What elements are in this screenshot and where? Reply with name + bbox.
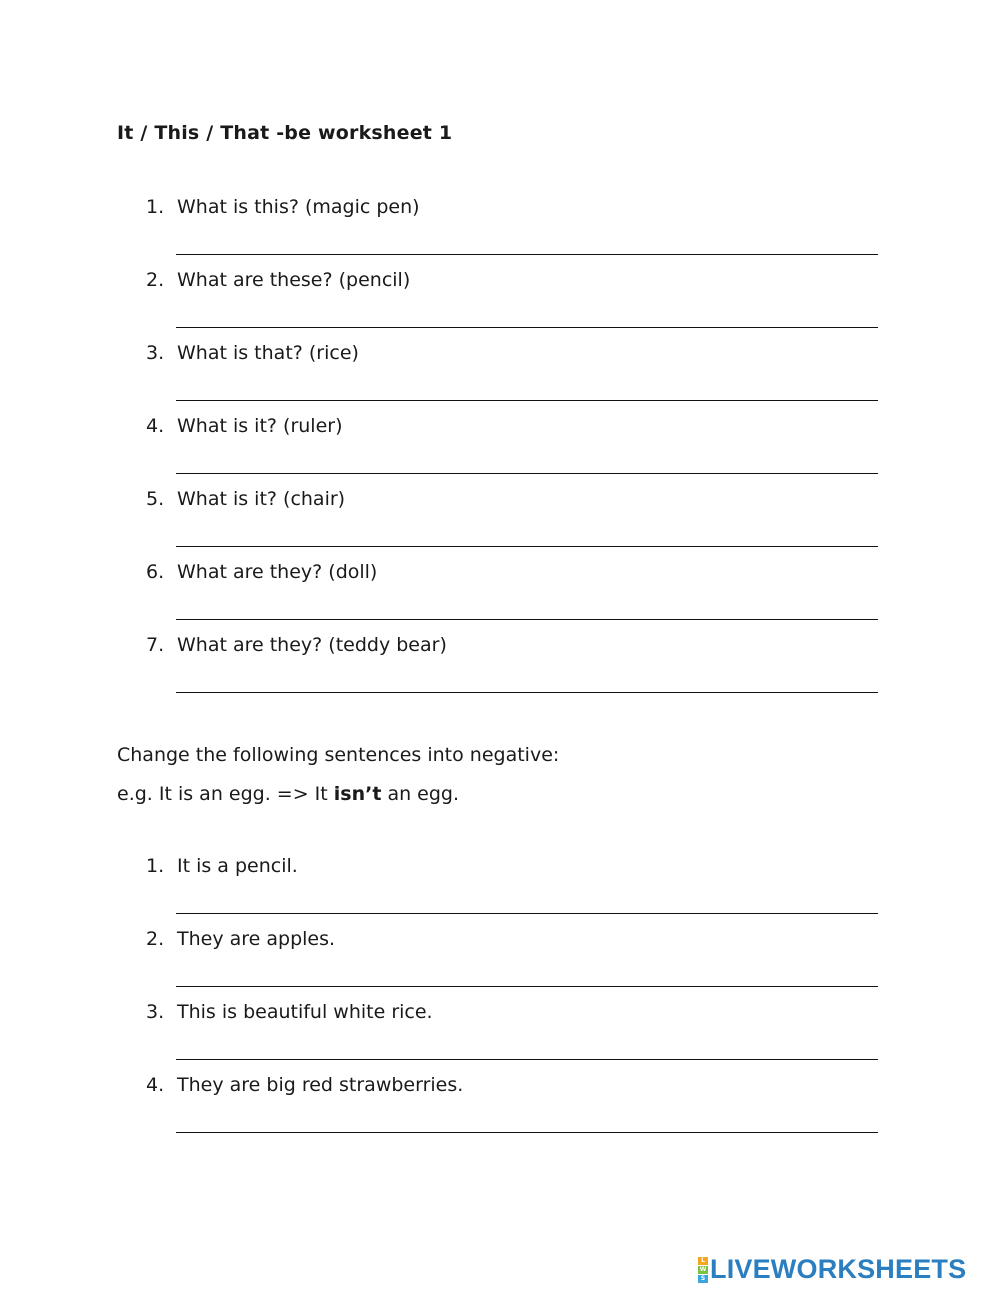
question-text: This is beautiful white rice. <box>177 1001 433 1023</box>
question-text: It is a pencil. <box>177 855 298 877</box>
logo-blocks-icon <box>698 1257 708 1283</box>
negative-answer-line-2[interactable] <box>176 986 878 987</box>
question-text: They are big red strawberries. <box>177 1074 464 1096</box>
negative-answer-line-3[interactable] <box>176 1059 878 1060</box>
negative-answer-line-1[interactable] <box>176 913 878 914</box>
answer-line-6[interactable] <box>176 619 878 620</box>
example-post: an egg. <box>381 783 460 805</box>
negative-question-3 <box>146 1001 433 1023</box>
logo-block-l: L <box>698 1257 708 1265</box>
negative-question-4 <box>146 1074 463 1096</box>
answer-line-2[interactable] <box>176 327 878 328</box>
question-4 <box>146 415 343 437</box>
question-number: 2. <box>146 269 165 291</box>
example-bold: isn’t <box>333 783 382 805</box>
question-number: 3. <box>146 1001 165 1023</box>
question-text: What is that? (rice) <box>177 342 359 364</box>
question-number: 3. <box>146 342 165 364</box>
question-text: What is it? (chair) <box>177 488 346 510</box>
answer-line-4[interactable] <box>176 473 878 474</box>
question-number: 5. <box>146 488 165 510</box>
answer-line-5[interactable] <box>176 546 878 547</box>
answer-line-1[interactable] <box>176 254 878 255</box>
negative-answer-line-4[interactable] <box>176 1132 878 1133</box>
question-text: What are they? (teddy bear) <box>177 634 447 656</box>
question-number: 2. <box>146 928 165 950</box>
question-number: 1. <box>146 196 165 218</box>
question-1 <box>146 196 420 218</box>
question-5 <box>146 488 345 510</box>
question-3 <box>146 342 359 364</box>
question-7 <box>146 634 447 656</box>
example-pre: e.g. It is an egg. => It <box>117 783 334 805</box>
question-number: 6. <box>146 561 165 583</box>
question-text: What is this? (magic pen) <box>177 196 420 218</box>
question-number: 4. <box>146 1074 165 1096</box>
section2-instruction: Change the following sentences into negative: <box>117 744 560 766</box>
question-2 <box>146 269 410 291</box>
logo-text: LIVEWORKSHEETS <box>710 1254 967 1284</box>
answer-line-7[interactable] <box>176 692 878 693</box>
question-number: 7. <box>146 634 165 656</box>
liveworksheets-logo[interactable] <box>698 1254 966 1285</box>
negative-question-2 <box>146 928 335 950</box>
question-number: 1. <box>146 855 165 877</box>
logo-block-s: S <box>698 1275 708 1283</box>
question-text: What are these? (pencil) <box>177 269 411 291</box>
negative-question-1 <box>146 855 298 877</box>
question-text: What are they? (doll) <box>177 561 378 583</box>
question-text: What is it? (ruler) <box>177 415 343 437</box>
section2-example <box>117 783 459 805</box>
question-text: They are apples. <box>177 928 336 950</box>
question-6 <box>146 561 377 583</box>
question-number: 4. <box>146 415 165 437</box>
worksheet-title: It / This / That -be worksheet 1 <box>117 122 453 144</box>
logo-block-w: W <box>699 1265 707 1273</box>
answer-line-3[interactable] <box>176 400 878 401</box>
